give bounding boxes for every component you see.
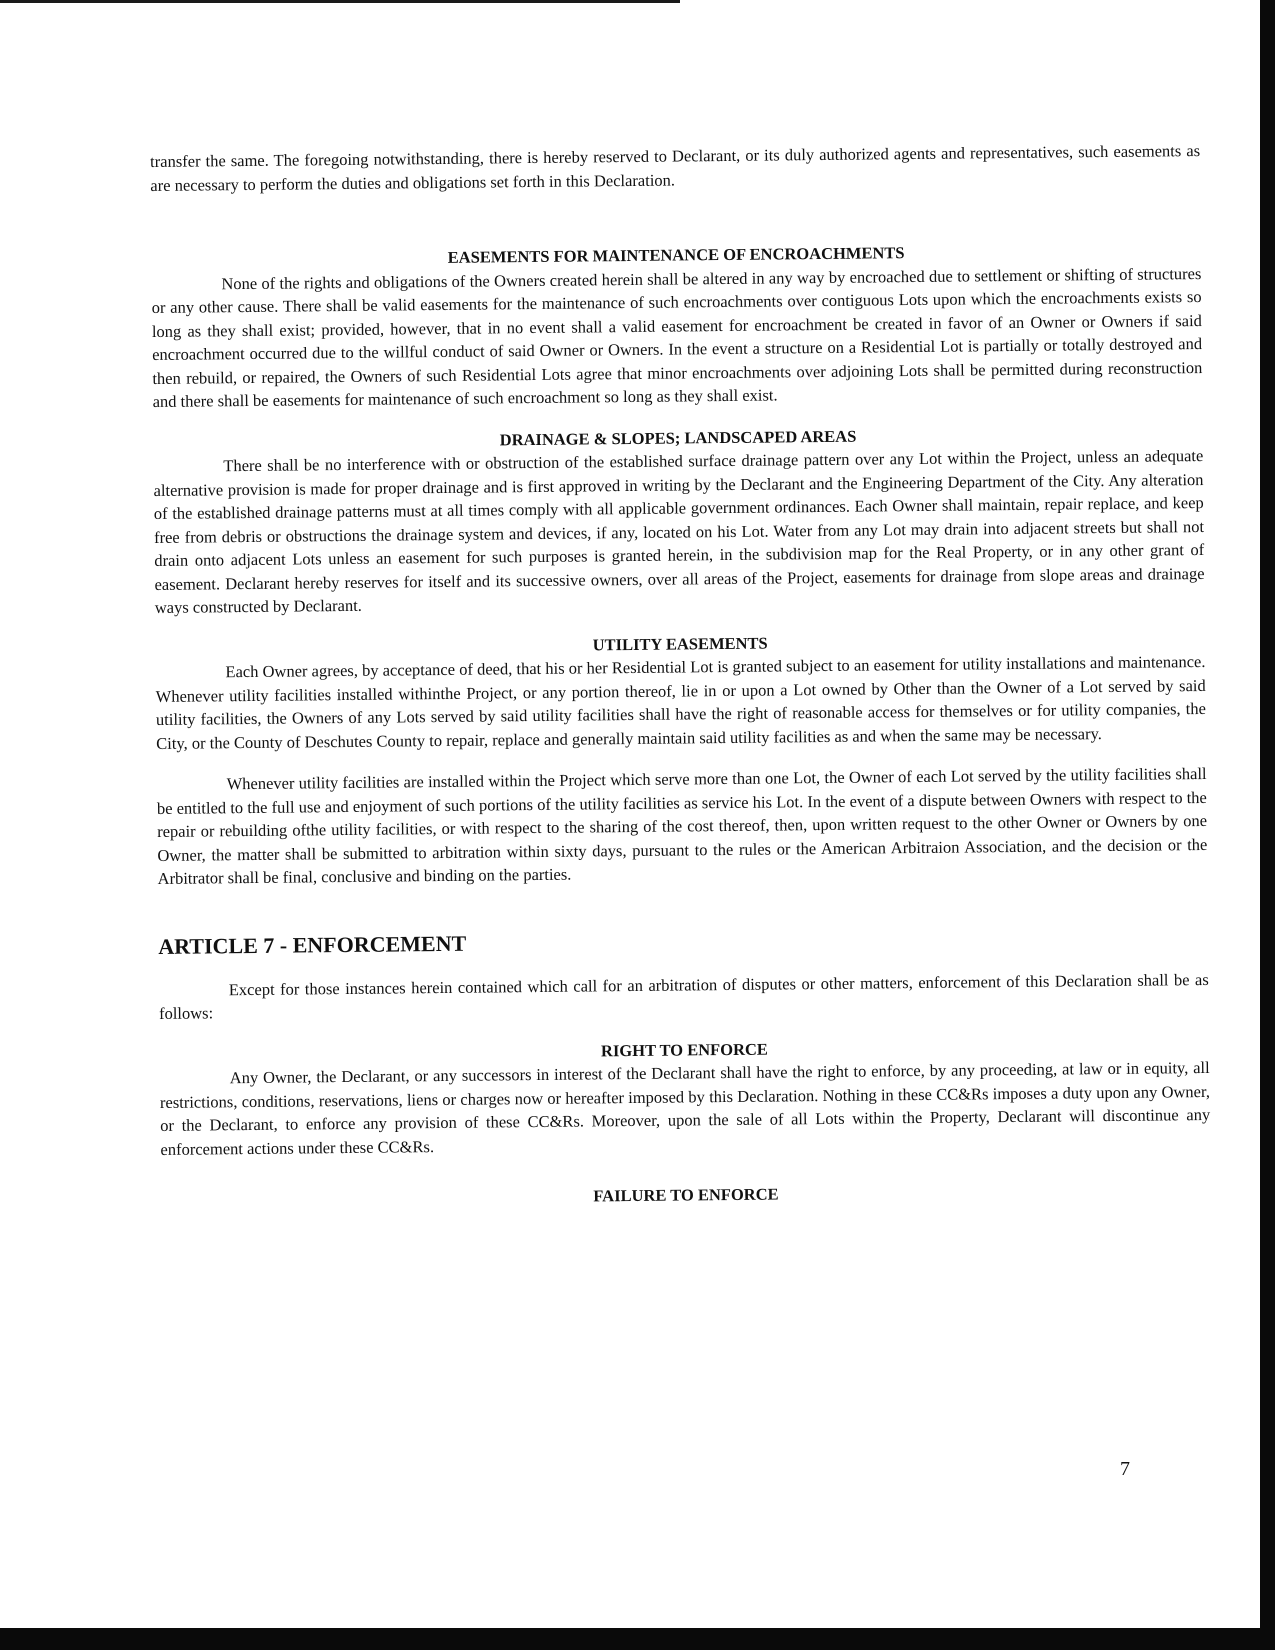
page-number: 7 <box>1120 1458 1130 1480</box>
document-body <box>150 139 1211 1212</box>
heading-right-to-enforce: RIGHT TO ENFORCE <box>600 1039 768 1060</box>
scan-edge-bottom <box>0 1628 1275 1650</box>
paragraph-right-to-enforce: Any Owner, the Declarant, or any successors in interest of the Declarant shall have the right to enforce, by any proceeding, at law or in equity, all restrictions, conditions, reservations, liens or charges now or hereafter imposed by this Declaration. Nothing in these CC&Rs imposes a duty upon any Owner, or the Declarant, to enforce any provision of these CC&Rs. Moreover, upon the sale of all Lots within the Property, Declarant will discontinue any enforcement actions under these CC&Rs. <box>159 1057 1211 1159</box>
heading-drainage-slopes: DRAINAGE & SLOPES; LANDSCAPED AREAS <box>499 426 857 449</box>
heading-easements-encroachments: EASEMENTS FOR MAINTENANCE OF ENCROACHMENTS <box>447 243 905 267</box>
paragraph-easements-encroachments: None of the rights and obligations of the Owners created herein shall be altered in any way by encroached due to settlement or shifting of structures or any other cause. There shall be valid easements for the maintenance of such encroachments over contiguous Lots upon which the encroachments exists so long as they shall exist; provided, however, that in no event shall a valid easement for encroachment be created in favor of an Owner or Owners if said encroachment occurred due to the willful conduct of said Owner or Owners. In the event a structure on a Residential Lot is partially or totally destroyed and then rebuild, or repaired, the Owners of such Residential Lots agree that minor encroachments over adjoining Lots shall be permitted during reconstruction and there shall be easements for maintenance of such encroachment so long as they shall exist. <box>151 263 1203 411</box>
intro-paragraph: transfer the same. The foregoing notwithstanding, there is hereby reserved to Declarant, or its duly authorized agents and representatives, such easements as are necessary to perform the duties and obligations set forth in this Declaration. <box>150 141 1201 195</box>
paragraph-drainage-slopes: There shall be no interference with or obstruction of the established surface drainage pattern over any Lot within the Project, unless an adequate alternative provision is made for proper drainage and is first approved in writing by the Declarant and the Engineering Department of the City. Any alteration of the established drainage patterns must at all times comply with all applicable government ordinances. Each Owner shall maintain, repair replace, and keep free from debris or obstructions the drainage system and devices, if any, located on his Lot. Water from any Lot may drain into adjacent streets but shall not drain onto adjacent Lots unless an easement for such purposes is granted herein, in the subdivision map for the Real Property, or in any other grant of easement. Declarant hereby reserves for itself and its successive owners, over all areas of the Project, easements for drainage from slope areas and drainage ways constructed by Declarant. <box>153 445 1205 617</box>
scan-edge-right <box>1260 0 1275 1650</box>
paragraph-utility-easements-2: Whenever utility facilities are installed within the Project which serve more than one Lot, the Owner of each Lot served by the utility facilities shall be entitled to the full use and enjoyment of such portions of the utility facilities as service his Lot. In the event of a dispute between Owners with respect to the repair or rebuilding ofthe utility facilities, or with respect to the sharing of the cost thereof, then, upon written request to the other Owner or Owners by one Owner, the matter shall be submitted to arbitration within sixty days, pursuant to the rules or the American Arbitraion Association, and the decision or the Arbitrator shall be final, conclusive and binding on the parties. <box>156 763 1208 888</box>
article-title: ARTICLE 7 - ENFORCEMENT <box>158 930 467 959</box>
scan-edge-top <box>0 0 680 3</box>
article-intro: Except for those instances herein contained which call for an arbitration of disputes or other matters, enforcement of this Declaration shall be as follows: <box>158 969 1209 1023</box>
heading-utility-easements: UTILITY EASEMENTS <box>592 633 768 654</box>
heading-failure-to-enforce: FAILURE TO ENFORCE <box>593 1184 779 1206</box>
paragraph-utility-easements-1: Each Owner agrees, by acceptance of deed, that his or her Residential Lot is granted subject to an easement for utility installations and maintenance. Whenever utility facilities installed withinthe Project, or any portion thereof, lie in or upon a Lot owned by Other than the Owner of a Lot served by said utility facilities, the Owners of any Lots served by said utility facilities shall have the right of reasonable access for themselves or for utility companies, the City, or the County of Deschutes County to repair, replace and generally maintain said utility facilities as and when the same may be necessary. <box>155 651 1207 753</box>
